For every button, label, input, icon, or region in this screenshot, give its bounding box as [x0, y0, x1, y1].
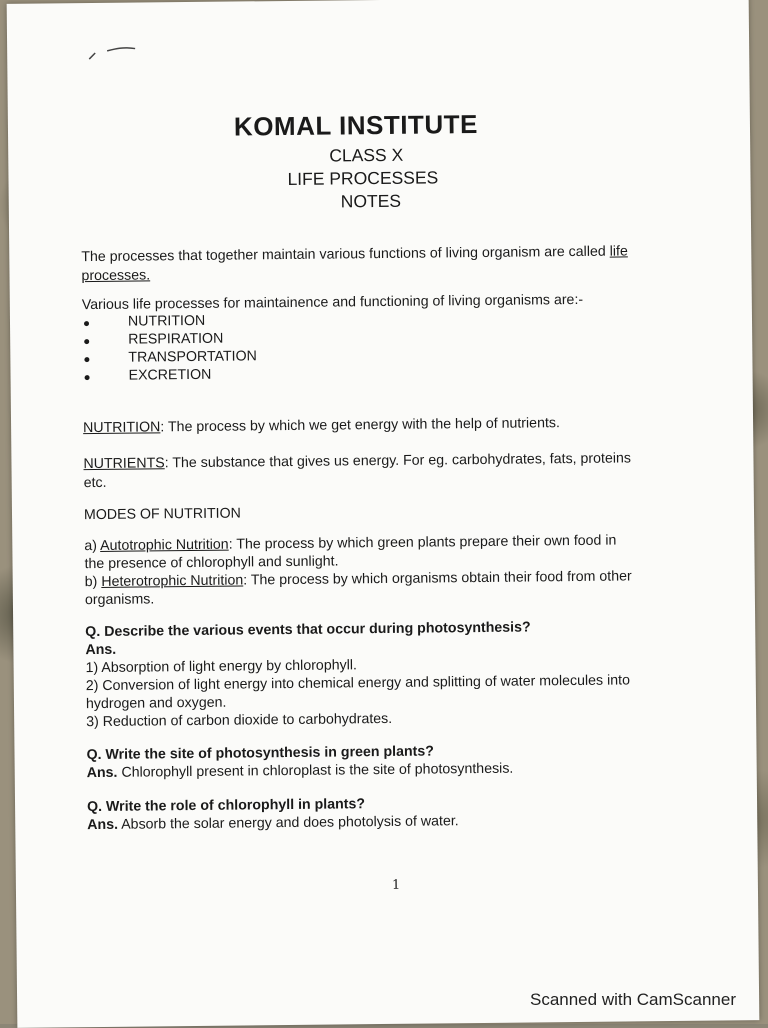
- question-3: Q. Write the role of chlorophyll in plants?: [86, 796, 366, 816]
- answer-3: [87, 813, 459, 833]
- nutrition-definition: [83, 415, 560, 436]
- list-item: RESPIRATION: [128, 330, 224, 348]
- answer-3-label: Ans.: [87, 816, 119, 834]
- watermark-stamp: ​: [285, 478, 337, 510]
- autotrophic-def: : The process by which green plants prepare their own food in: [228, 532, 617, 553]
- heterotrophic-def: : The process by which organisms obtain their food from other: [243, 568, 632, 589]
- nutrients-definition: [83, 450, 631, 472]
- answer-2-label: Ans.: [86, 764, 118, 782]
- bullet-icon: [84, 339, 89, 344]
- document-page: [7, 0, 760, 1028]
- nutrients-def-cont: etc.: [83, 474, 107, 492]
- list-item: EXCRETION: [128, 366, 212, 384]
- class-heading: CLASS X: [329, 144, 404, 166]
- heterotrophic-line: [85, 568, 632, 590]
- list-item: TRANSPORTATION: [128, 348, 257, 366]
- pen-scribble: [87, 36, 147, 67]
- question-2: Q. Write the site of photosynthesis in green plants?: [86, 743, 434, 764]
- intro-line-1: [81, 243, 628, 265]
- subject-heading: LIFE PROCESSES: [287, 167, 439, 189]
- heterotrophic-prefix: b): [84, 573, 102, 591]
- autotrophic-prefix: a): [84, 537, 101, 555]
- page-number: 1: [391, 877, 401, 893]
- autotrophic-term: Autotrophic Nutrition: [100, 536, 229, 554]
- answer-2-text: Chlorophyll present in chloroplast is the site of photosynthesis.: [117, 760, 514, 781]
- autotrophic-def-cont: the presence of chlorophyll and sunlight.: [84, 553, 339, 573]
- intro-text: The processes that together maintain various functions of living organism are called: [81, 243, 610, 266]
- nutrients-term: NUTRIENTS: [83, 455, 165, 473]
- answer-1-point: 2) Conversion of light energy into chemical energy and splitting of water molecules into: [85, 672, 631, 695]
- notes-heading: NOTES: [340, 190, 402, 212]
- nutrients-def-text: : The substance that gives us energy. For eg. carbohydrates, fats, proteins: [164, 450, 632, 472]
- answer-1-point: 1) Absorption of light energy by chlorophyll.: [85, 657, 357, 677]
- life-processes-intro: Various life processes for maintainence and functioning of living organisms are:-: [81, 291, 584, 314]
- answer-3-text: Absorb the solar energy and does photolysis of water.: [117, 813, 459, 833]
- intro-term-life: life: [609, 243, 628, 260]
- scanner-watermark: Scanned with CamScanner: [529, 990, 736, 1009]
- question-1: Q. Describe the various events that occur during photosynthesis?: [85, 619, 531, 641]
- bullet-icon: [84, 321, 89, 326]
- answer-1-point: 3) Reduction of carbon dioxide to carbohydrates.: [86, 710, 393, 731]
- nutrition-def-text: : The process by which we get energy with the help of nutrients.: [160, 415, 560, 436]
- institute-title: KOMAL INSTITUTE: [233, 108, 479, 142]
- modes-heading: MODES OF NUTRITION: [83, 505, 241, 524]
- answer-1-label: Ans.: [85, 641, 117, 659]
- heterotrophic-def-cont: organisms.: [84, 591, 155, 609]
- intro-term-processes: processes.: [81, 267, 151, 285]
- bullet-icon: [84, 357, 89, 362]
- answer-2: [87, 761, 514, 781]
- heterotrophic-term: Heterotrophic Nutrition: [101, 572, 244, 590]
- list-item: NUTRITION: [127, 312, 206, 330]
- nutrition-term: NUTRITION: [83, 419, 161, 437]
- answer-1-point: hydrogen and oxygen.: [85, 694, 227, 713]
- autotrophic-line: [84, 533, 616, 555]
- bullet-icon: [85, 375, 90, 380]
